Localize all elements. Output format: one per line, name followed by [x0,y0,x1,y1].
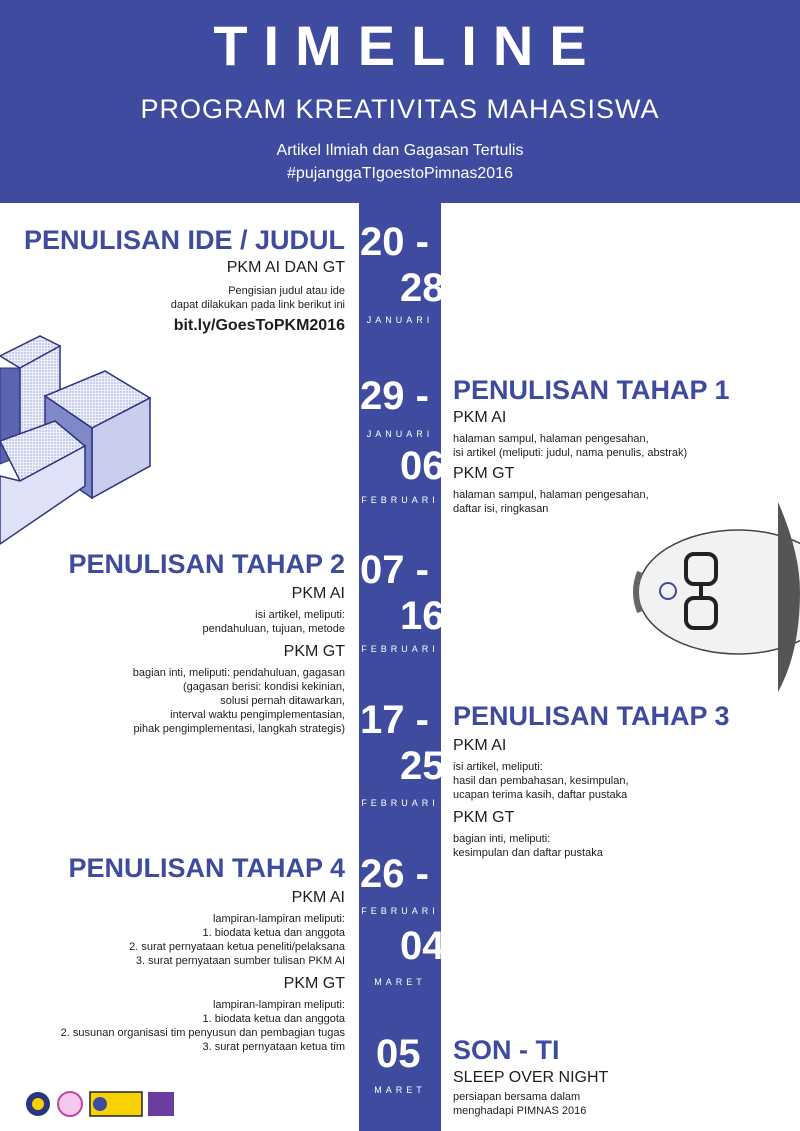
section-desc-line: 2. surat pernyataan ketua peneliti/pelaksana [129,941,345,953]
section-desc-line: dapat dilakukan pada link berikut ini [170,299,345,311]
shoulder-shape [778,502,800,692]
section-desc-line: isi artikel (meliputi: judul, nama penulis, abstrak) [453,447,688,459]
date-start-4: 17 - [360,698,429,742]
month-end-3: FEBRUARI [361,644,439,654]
date-end-4: 25 [400,744,445,788]
section-desc-line: solusi pernah ditawarkan, [220,695,345,707]
section-subtitle-gt: PKM GT [453,465,515,482]
section-son-ti [453,1034,608,1118]
section-subtitle-gt: PKM GT [453,809,515,826]
hashtag-line: #pujanggaTIgoestoPimnas2016 [287,165,513,182]
section-desc-line: pendahuluan, tujuan, metode [202,623,345,635]
page-subtitle: PROGRAM KREATIVITAS MAHASISWA [140,94,660,124]
section-desc-line: Pengisian judul atau ide [228,285,345,297]
section-subtitle-gt: PKM GT [283,975,345,992]
university-logo-icon [32,1098,44,1110]
section-title: PENULISAN TAHAP 1 [453,375,730,405]
month-end-1: JANUARI [366,315,434,325]
face-illustration [628,492,800,704]
section-desc-line: halaman sampul, halaman pengesahan, [453,489,649,501]
date-end-1: 28 [400,266,445,310]
section-desc-line: hasil dan pembahasan, kesimpulan, [453,775,629,787]
section-tahap-3 [453,700,730,860]
section-subtitle-ai: PKM AI [453,409,507,426]
section-subtitle: PKM AI DAN GT [226,259,345,276]
section-desc-line: ucapan terima kasih, daftar pustaka [453,789,628,801]
month-start-2: JANUARI [366,429,434,439]
category-line: Artikel Ilmiah dan Gagasan Tertulis [276,142,524,159]
month-end-6: MARET [374,1085,426,1095]
section-subtitle-ai: PKM AI [291,889,345,906]
section-desc-line: isi artikel, meliputi: [255,609,345,621]
timeline-strip [359,203,441,1131]
date-start-1: 20 - [360,220,429,264]
section-subtitle-ai: PKM AI [291,585,345,602]
section-title: PENULISAN TAHAP 4 [68,853,345,883]
section-desc-line: 3. surat pernyataan sumber tulisan PKM AI [135,955,345,967]
section-desc-line: halaman sampul, halaman pengesahan, [453,433,649,445]
section-desc-line: lampiran-lampiran meliputi: [212,913,345,925]
section-title: PENULISAN IDE / JUDUL [23,225,345,255]
section-desc-line: menghadapi PIMNAS 2016 [453,1105,587,1117]
date-end-3: 16 [400,594,445,638]
section-desc-line: 1. biodata ketua dan anggota [202,927,345,939]
section-desc-line: 3. surat pernyataan ketua tim [202,1041,345,1053]
section-title: SON - TI [453,1035,560,1065]
month-end-5: MARET [374,977,426,987]
section-desc-line: kesimpulan dan daftar pustaka [453,847,603,859]
section-desc-line: lampiran-lampiran meliputi: [212,999,345,1011]
section-subtitle: SLEEP OVER NIGHT [453,1069,609,1086]
date-end-6: 05 [376,1032,421,1076]
section-tahap-2 [68,548,345,736]
section-desc-line: interval waktu pengimplementasian, [170,709,345,721]
date-start-3: 07 - [360,548,429,592]
section-desc-line: 1. biodata ketua dan anggota [202,1013,345,1025]
organization-logo-icon [58,1092,82,1116]
month-start-5: FEBRUARI [361,906,439,916]
date-start-2: 29 - [360,374,429,418]
books-illustration [0,316,170,546]
section-title: PENULISAN TAHAP 3 [453,701,730,731]
section-desc-line: daftar isi, ringkasan [453,503,549,515]
page-title: TIMELINE [213,14,603,77]
month-end-4: FEBRUARI [361,798,439,808]
section-subtitle-gt: PKM GT [283,643,345,660]
month-end-2: FEBRUARI [361,495,439,505]
section-subtitle-ai: PKM AI [453,737,507,754]
section-desc-line: (gagasan berisi: kondisi kekinian, [182,681,345,693]
section-desc-line: persiapan bersama dalam [453,1091,581,1103]
community-logo-icon [148,1092,174,1116]
section-desc-line: pihak pengimplementasi, langkah strategis) [133,723,345,735]
section-tahap-4 [61,852,345,1054]
department-logo-icon [93,1097,107,1111]
section-desc-line: bagian inti, meliputi: pendahuluan, gagasan [132,667,345,679]
section-title: PENULISAN TAHAP 2 [68,549,345,579]
section-desc-line: 2. susunan organisasi tim penyusun dan pembagian tugas [60,1027,345,1039]
sponsor-logos [24,1086,184,1122]
section-desc-line: isi artikel, meliputi: [453,761,543,773]
date-start-5: 26 - [360,852,429,896]
header-banner [0,0,800,203]
registration-link[interactable]: bit.ly/GoesToPKM2016 [173,317,345,334]
date-end-5: 04 [400,924,445,968]
section-desc-line: bagian inti, meliputi: [453,833,551,845]
date-end-2: 06 [400,444,445,488]
head-shape [638,530,800,654]
